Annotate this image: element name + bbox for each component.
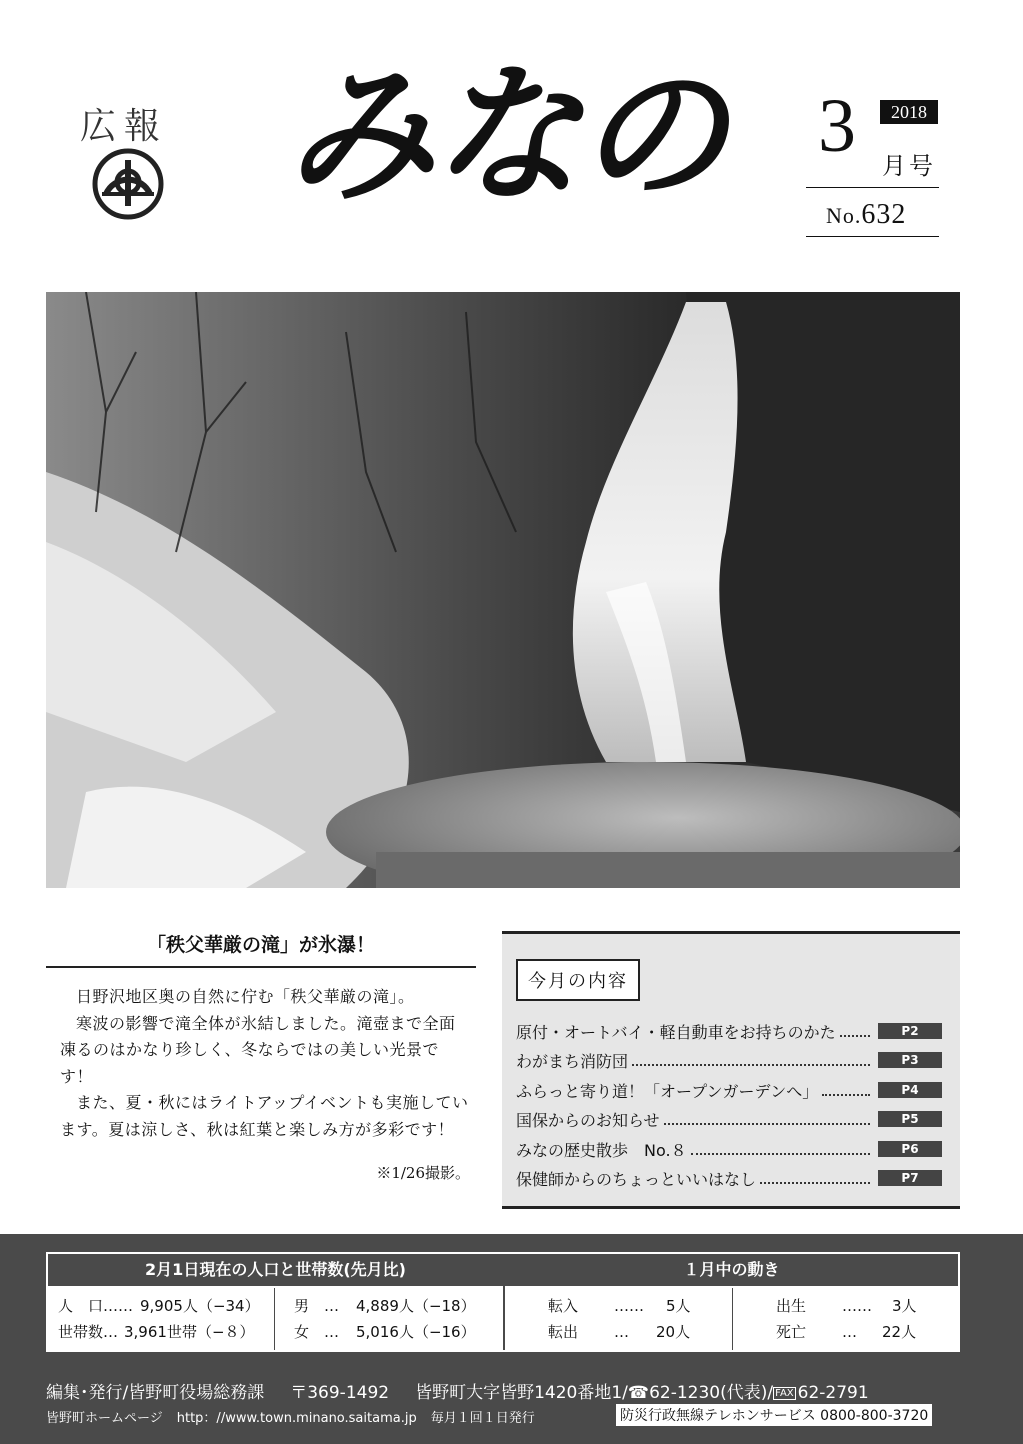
- movement-heading: １月中の動き: [505, 1254, 958, 1286]
- homepage-line: [46, 1407, 535, 1426]
- toc-item[interactable]: [516, 1166, 942, 1190]
- female-value: 5,016人（−16）: [356, 1323, 476, 1341]
- issue-rule-top: [806, 187, 939, 188]
- toc-item[interactable]: [516, 1107, 942, 1131]
- toc-page-badge: P6: [878, 1141, 942, 1157]
- population-value: 9,905人（−34）: [140, 1297, 260, 1315]
- publisher: 編集･発行/皆野町役場総務課: [46, 1383, 265, 1403]
- article-rule: [46, 966, 476, 968]
- year-badge: 2018: [880, 100, 938, 124]
- address: 皆野町大字皆野1420番地1/: [415, 1383, 628, 1403]
- contents-box: [502, 931, 960, 1209]
- article-paragraph: また、夏・秋にはライトアップイベントも実施しています。夏は涼しさ、秋は紅葉と楽しみ方が多彩です！: [60, 1093, 469, 1139]
- article-body: [60, 984, 470, 1143]
- toc-leader: [840, 1033, 870, 1037]
- male-label: 男 …: [294, 1297, 340, 1315]
- fax-number: 62-2791: [797, 1383, 869, 1403]
- birth-value: 3人: [892, 1297, 917, 1315]
- homepage-label: 皆野町ホームページ: [46, 1411, 163, 1426]
- toc-item[interactable]: [516, 1048, 942, 1072]
- households-value: 3,961世帯（−８）: [124, 1323, 255, 1341]
- toc-label: 保健師からのちょっといいはなし: [516, 1169, 757, 1189]
- toc-label: ふらっと寄り道！「オープンガーデンへ」: [516, 1081, 819, 1101]
- photo-note: ※1/26撮影。: [376, 1164, 470, 1182]
- toc-leader: [691, 1151, 870, 1155]
- divider: [274, 1288, 275, 1350]
- toc-label: わがまち消防団: [516, 1051, 629, 1071]
- toc-label: 国保からのお知らせ: [516, 1110, 660, 1130]
- death-label: 死亡: [776, 1323, 807, 1341]
- toc-leader: [760, 1180, 870, 1184]
- issue-rule-bottom: [806, 236, 939, 237]
- phone-icon: ☎: [627, 1383, 650, 1403]
- homepage-link[interactable]: http：//www.town.minano.saitama.jp: [176, 1411, 417, 1426]
- move-out-value: 20人: [656, 1323, 691, 1341]
- contents-heading: 今月の内容: [516, 959, 640, 1001]
- toc-leader: [822, 1092, 870, 1096]
- town-emblem-icon: [92, 148, 164, 220]
- death-dots: …: [842, 1323, 857, 1341]
- publisher-line: [46, 1378, 869, 1403]
- toc-leader: [664, 1121, 870, 1125]
- toc-leader: [632, 1062, 870, 1066]
- issue-value: 632: [861, 199, 907, 230]
- hotline-box: 防災行政無線テレホンサービス 0800-800-3720: [616, 1404, 932, 1426]
- article-paragraph: 日野沢地区奥の自然に佇む「秩父華厳の滝」。: [76, 987, 415, 1006]
- divider: [732, 1288, 733, 1350]
- move-out-dots: …: [614, 1323, 629, 1341]
- postal-code: 〒369-1492: [290, 1383, 390, 1403]
- population-label: 人 口……: [58, 1297, 134, 1315]
- toc-label: みなの歴史散歩 No.８: [516, 1140, 687, 1160]
- waterfall-photo: [46, 292, 960, 888]
- masthead-title: [285, 47, 765, 260]
- divider: [503, 1254, 505, 1350]
- toc-page-badge: P3: [878, 1052, 942, 1068]
- month-suffix: 月号: [882, 152, 936, 180]
- female-label: 女 …: [294, 1323, 340, 1341]
- toc-item[interactable]: [516, 1137, 942, 1161]
- toc-page-badge: P5: [878, 1111, 942, 1127]
- phone-number: 62-1230(代表)/: [649, 1383, 774, 1403]
- death-value: 22人: [882, 1323, 917, 1341]
- move-out-label: 転出: [548, 1323, 579, 1341]
- move-in-label: 転入: [548, 1297, 579, 1315]
- toc-page-badge: P4: [878, 1082, 942, 1098]
- toc-label: 原付・オートバイ・軽自動車をお持ちのかた: [516, 1022, 836, 1042]
- issue-prefix: No.: [826, 203, 862, 228]
- month-number: 3: [818, 84, 856, 168]
- stats-table: [46, 1252, 960, 1352]
- toc-item[interactable]: [516, 1019, 942, 1043]
- households-label: 世帯数…: [58, 1323, 119, 1341]
- title-text: みなの: [285, 47, 724, 223]
- toc-item[interactable]: [516, 1078, 942, 1102]
- article-paragraph: 寒波の影響で滝全体が氷結しました。滝壺まで全面凍るのはかなり珍しく、冬ならではの美しい光景です！: [60, 1013, 456, 1086]
- kouhou-label: 広報: [80, 106, 169, 147]
- move-in-value: 5人: [666, 1297, 691, 1315]
- toc-page-badge: P2: [878, 1023, 942, 1039]
- issue-number: [826, 199, 906, 231]
- fax-icon: FAX: [775, 1388, 794, 1399]
- male-value: 4,889人（−18）: [356, 1297, 476, 1315]
- birth-dots: ……: [842, 1297, 872, 1315]
- birth-label: 出生: [776, 1297, 807, 1315]
- toc-page-badge: P7: [878, 1170, 942, 1186]
- article-title: 「秩父華厳の滝」が氷瀑！: [146, 934, 375, 956]
- publication-schedule: 毎月１回１日発行: [430, 1411, 535, 1426]
- population-heading: 2月1日現在の人口と世帯数(先月比): [48, 1254, 503, 1286]
- move-in-dots: ……: [614, 1297, 644, 1315]
